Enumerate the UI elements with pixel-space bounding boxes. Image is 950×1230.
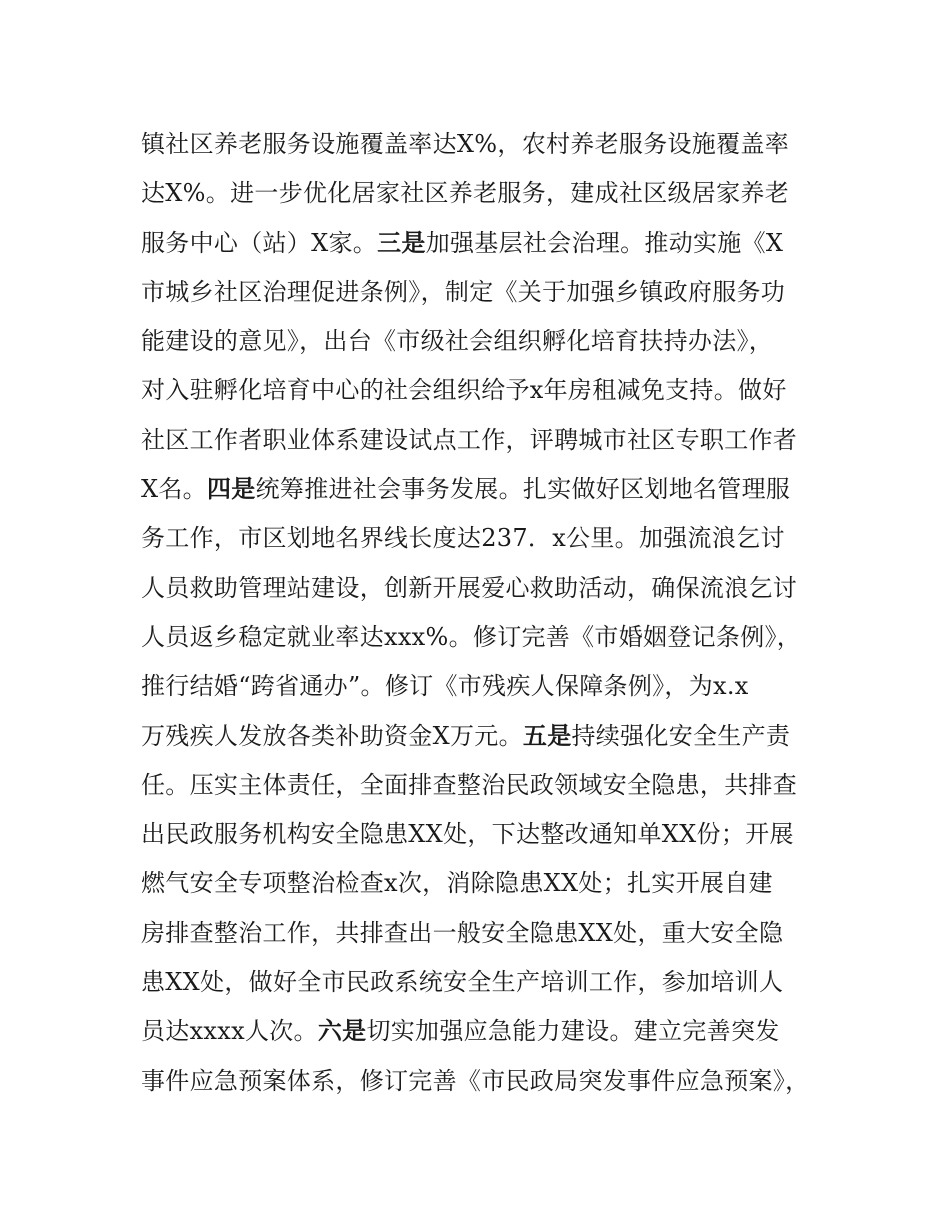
text-run: X名。 xyxy=(141,475,207,504)
text-line xyxy=(141,1057,831,1106)
text-run: 务工作，市区划地名界线长度达237．x公里。加强流浪乞讨 xyxy=(141,524,785,553)
text-run: 推行结婚“跨省通办”。修订《市残疾人保障条例》，为x.x xyxy=(141,672,749,701)
text-run: 服务中心（站）X家。 xyxy=(141,228,378,257)
bold-run: 三是 xyxy=(377,228,426,257)
text-line xyxy=(141,219,831,268)
text-line xyxy=(141,958,831,1007)
text-run: 市城乡社区治理促进条例》，制定《关于加强乡镇政府服务功 xyxy=(141,277,786,306)
text-line xyxy=(141,366,831,415)
text-run: 持续强化安全生产责 xyxy=(571,721,791,750)
text-line xyxy=(141,416,831,465)
bold-run: 五是 xyxy=(522,721,572,750)
text-run: 加强基层社会治理。推动实施《X xyxy=(425,228,784,257)
text-line xyxy=(141,909,831,958)
text-run: 对入驻孵化培育中心的社会组织给予x年房租减免支持。做好 xyxy=(141,376,787,405)
text-line xyxy=(141,1007,831,1056)
text-run: 统筹推进社会事务发展。扎实做好区划地名管理服 xyxy=(255,475,791,504)
text-run: 任。压实主体责任，全面排查整治民政领域安全隐患，共排查 xyxy=(141,770,798,799)
bold-run: 四是 xyxy=(207,475,256,504)
text-run: 能建设的意见》，出台《市级社会组织孵化培育扶持办法》， xyxy=(141,327,774,356)
text-line xyxy=(141,317,831,366)
text-line xyxy=(141,859,831,908)
text-line xyxy=(141,465,831,514)
text-run: 达X%。进一步优化居家社区养老服务，建成社区级居家养老 xyxy=(141,179,789,208)
text-run: 患XX处，做好全市民政系统安全生产培训工作，参加培训人 xyxy=(141,968,784,997)
body-text xyxy=(141,120,831,1106)
text-line xyxy=(141,169,831,218)
text-run: 人员救助管理站建设，创新开展爱心救助活动，确保流浪乞讨 xyxy=(141,573,798,602)
bold-run: 六是 xyxy=(317,1017,367,1046)
text-line xyxy=(141,514,831,563)
text-run: 切实加强应急能力建设。建立完善突发 xyxy=(366,1017,780,1046)
text-run: 燃气安全专项整治检查x次，消除隐患XX处；扎实开展自建 xyxy=(141,869,773,898)
text-line xyxy=(141,564,831,613)
text-run: 房排查整治工作，共排查出一般安全隐患XX处，重大安全隐 xyxy=(141,918,784,947)
text-run: 万残疾人发放各类补助资金X万元。 xyxy=(141,721,523,750)
text-run: 人员返乡稳定就业率达xxx%。修订完善《市婚姻登记条例》， xyxy=(141,622,802,651)
text-line xyxy=(141,810,831,859)
text-line xyxy=(141,120,831,169)
text-line xyxy=(141,761,831,810)
text-run: 员达xxxx人次。 xyxy=(141,1017,318,1046)
text-run: 事件应急预案体系，修订完善《市民政局突发事件应急预案》， xyxy=(141,1066,810,1095)
text-run: 社区工作者职业体系建设试点工作，评聘城市社区专职工作者 xyxy=(141,425,798,454)
text-run: 出民政服务机构安全隐患XX处，下达整改通知单XX份；开展 xyxy=(141,820,794,849)
text-line xyxy=(141,613,831,662)
text-line xyxy=(141,268,831,317)
text-line xyxy=(141,662,831,711)
text-run: 镇社区养老服务设施覆盖率达X%，农村养老服务设施覆盖率 xyxy=(141,130,789,158)
text-line xyxy=(141,712,831,761)
